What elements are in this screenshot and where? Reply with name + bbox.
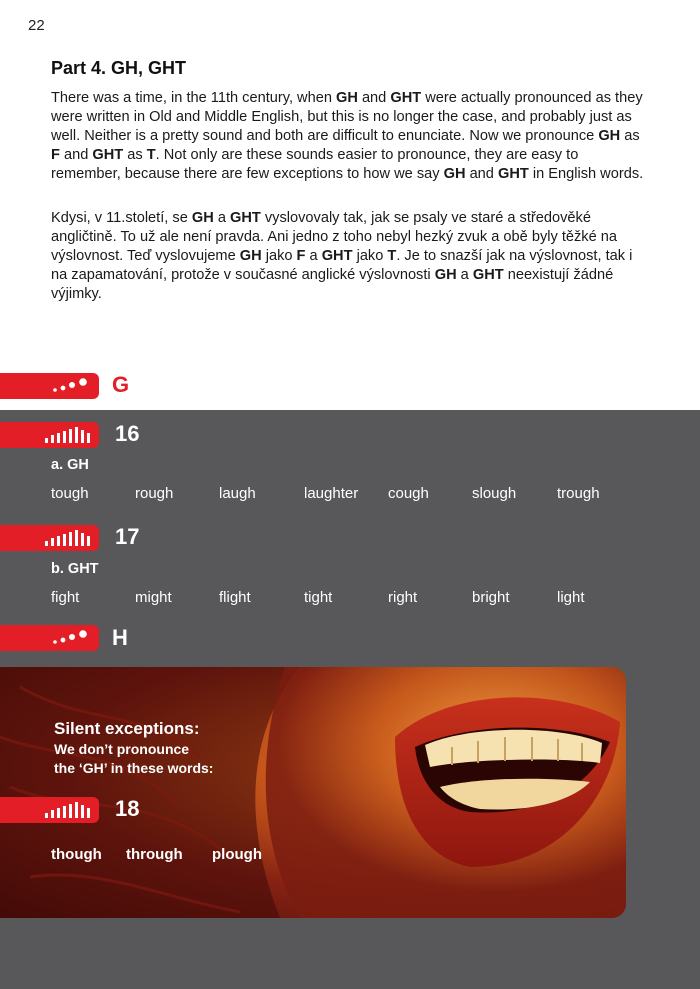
smiling-mouth-photo [0, 667, 626, 918]
emphasis-text: GH [336, 90, 358, 106]
word-item: cough [388, 485, 429, 502]
emphasis-text: GH [239, 248, 262, 264]
mouth-illustration [0, 667, 626, 918]
exercise-16-number: 16 [115, 421, 140, 446]
exercise-18-tab [0, 797, 99, 823]
emphasis-text: GH [434, 267, 457, 283]
word-item: through [126, 846, 183, 863]
section-g-letter: G [112, 372, 130, 397]
intro-paragraph-czech: Kdysi, v 11.století, se GH a GHT vyslovovaly tak, jak se psaly ve staré a středověké angličtině. To už ale není pravda. Ani jedno z toho nebyl hezký zvuk a obě byly těžké na výslovnost. Teď vyslovujeme GH jako F a GHT jako T. Je to snazší jak na výslovnost, tak i na zapamatování, protože v současné anglické výslovnosti GH a GHT neexistují žádné výjimky. [51, 210, 633, 302]
emphasis-text: GHT [390, 90, 422, 106]
part-title: Part 4. GH, GHT [51, 58, 187, 78]
emphasis-text: GHT [92, 147, 124, 163]
word-item: laugh [219, 485, 256, 502]
dots-icon [0, 373, 99, 399]
emphasis-text: F [296, 248, 306, 264]
word-item: bright [472, 589, 510, 606]
bars-icon [0, 422, 99, 448]
word-item: plough [212, 846, 262, 863]
word-item: slough [472, 485, 517, 502]
emphasis-text: GHT [497, 166, 529, 182]
emphasis-text: GHT [321, 248, 353, 264]
word-item: though [51, 846, 102, 863]
exercise-17-tab [0, 525, 99, 551]
exercise-17-label: b. GHT [51, 561, 99, 577]
word-item: trough [557, 485, 600, 502]
emphasis-text: GHT [230, 210, 261, 226]
dots-icon [0, 625, 99, 651]
section-g-tab [0, 373, 99, 399]
emphasis-text: GH [191, 210, 214, 226]
word-item: tough [51, 485, 89, 502]
exercise-16-tab [0, 422, 99, 448]
emphasis-text: T [146, 147, 156, 163]
word-item: laughter [304, 485, 359, 502]
page-number: 22 [28, 17, 45, 34]
word-item: fight [51, 589, 80, 606]
word-item: right [388, 589, 418, 606]
intro-paragraph-english: There was a time, in the 11th century, when GH and GHT were actually pronounced as they were written in Old and Middle English, but this is no longer the case, and probably just as well. Neither is a pretty sound and both are difficult to enunciate. Now we pronounce GH as F and GHT as T. Not only are these sounds easier to pronounce, they are easy to remember, because there are few exceptions to how we say GH and GHT in English words. [51, 90, 644, 182]
exceptions-subtitle-line-2: the ‘GH’ in these words: [54, 760, 214, 776]
emphasis-text: GH [598, 128, 621, 144]
exercise-16-label: a. GH [51, 457, 89, 473]
emphasis-text: GHT [472, 267, 504, 283]
emphasis-text: GH [443, 166, 466, 182]
word-item: flight [219, 589, 251, 606]
exercise-18-number: 18 [115, 796, 140, 821]
bars-icon [0, 525, 99, 551]
bars-icon [0, 797, 99, 823]
word-item: might [135, 589, 172, 606]
section-h-tab [0, 625, 99, 651]
exceptions-subtitle-line-1: We don’t pronounce [54, 741, 190, 757]
exercise-17-number: 17 [115, 524, 140, 549]
word-item: tight [304, 589, 333, 606]
word-item: light [557, 589, 585, 606]
exceptions-title: Silent exceptions: [54, 719, 200, 738]
emphasis-text: T [387, 248, 397, 264]
word-item: rough [135, 485, 174, 502]
section-h-letter: H [112, 625, 128, 650]
emphasis-text: F [51, 147, 60, 163]
